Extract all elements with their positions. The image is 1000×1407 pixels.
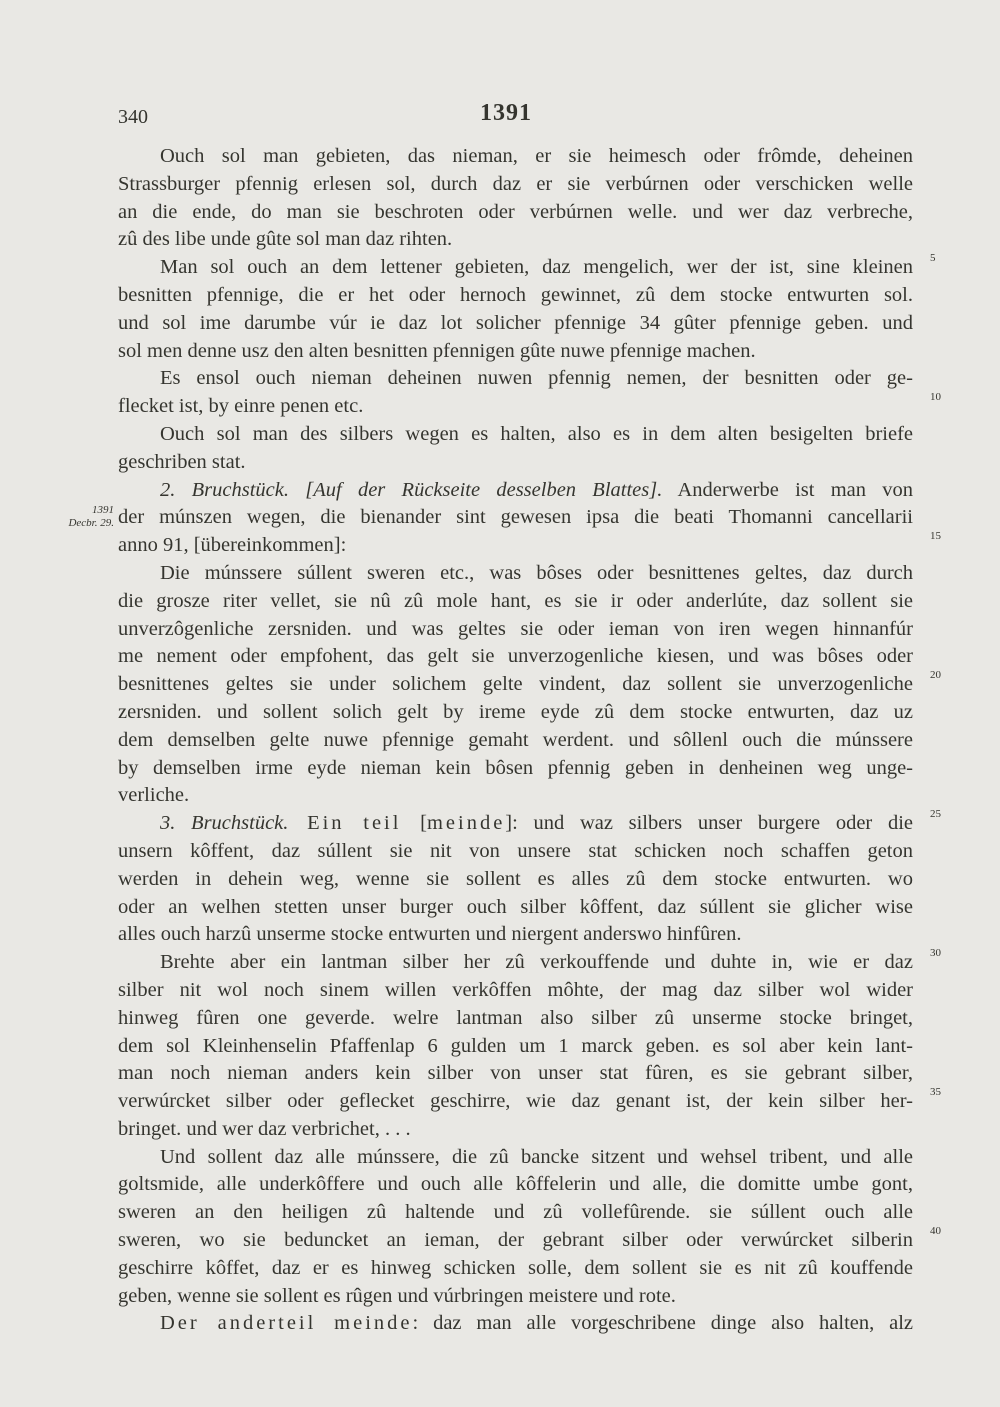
text-line [118,1144,913,1172]
text-line [118,226,913,254]
line-text: man noch nieman anders kein silber von unser stat fûren, es sie gebrant silber, [118,1062,913,1085]
italic-run: 3. Bruchstück. [160,812,289,835]
text-run: [ [420,812,427,835]
text-line [118,977,913,1005]
margin-note-date: Decbr. 29. [68,517,114,529]
line-text: me nement oder empfohent, das gelt sie unverzogenliche kiesen, und was bôses oder [118,645,913,668]
text-line [118,421,913,449]
line-text: silber nit wol noch sinem willen verkôffen môhte, der mag daz silber wol wider [118,978,913,1001]
line-text: by demselben irme eyde nieman kein bôsen pfennig geben in denheinen weg unge- [118,756,913,779]
text-line [118,1255,913,1283]
line-text: dem demselben gelte nuwe pfennige gemaht werdent. und sôllenl ouch die múnssere [118,728,913,751]
line-text: bringet. und wer daz verbrichet, . . . [118,1117,411,1140]
line-text: werden in dehein weg, wenne sie sollent es alles zû dem stocke entwurten. wo [118,867,913,890]
running-head-year: 1391 [480,100,532,126]
line-number: 15 [930,530,941,543]
line-text: Es ensol ouch nieman deheinen nuwen pfennig nemen, der besnitten oder ge- [160,367,913,390]
line-text: Brehte aber ein lantman silber her zû verkouffende und duhte in, wie er daz [160,951,913,974]
margin-note-year: 1391 [92,504,114,516]
line-text: alles ouch harzû unserme stocke entwurten und niergent anderswo hinfûren. [118,923,742,946]
text-line [118,1310,913,1338]
margin-date-note [48,504,114,530]
text-line [118,921,913,949]
text-line [118,588,913,616]
text-run: ]: und waz silbers unser burgere oder die [505,812,913,835]
spaced-run: Der anderteil meinde [160,1312,413,1335]
line-number: 10 [930,391,941,404]
text-line [118,338,913,366]
line-text: sweren an den heiligen zû haltende und zû vollefûrende. sie súllent ouch alle [118,1201,913,1224]
line-text: unverzôgenliche zersniden. und was geltes sie oder ieman von iren wegen hinnanfúr [118,617,913,640]
line-text: Und sollent daz alle múnssere, die zû bancke sitzent und wehsel tribent, und alle [160,1145,913,1168]
line-text: sol men denne usz den alten besnitten pfennigen gûte nuwe pfennige machen. [118,339,756,362]
text-line [118,391,941,421]
text-line [118,1033,913,1061]
line-text: Ouch sol man gebieten, das nieman, er sie heimesch oder frômde, deheinen [160,145,913,167]
line-text: unsern kôffent, daz súllent sie nit von unsere stat schicken noch schaffen geton [118,839,913,862]
line-text: besnitten pfennige, die er het oder hernoch gewinnet, zû dem stocke entwurten sol. [118,283,913,306]
text-line [118,530,941,560]
italic-run: 2. Bruchstück. [Auf der Rückseite desselben Blattes]. [160,478,663,501]
page-header [118,100,938,130]
line-text: anno 91, [übereinkommen]: [118,534,347,557]
text-line [118,282,913,310]
text-line [118,252,936,282]
line-text: die grosze riter vellet, sie nû zû mole hant, es sie ir oder anderlúte, daz sollent sie [118,589,913,612]
text-line [118,866,913,894]
text-line [118,1086,941,1116]
line-text: Die múnssere súllent sweren etc., was bôses oder besnittenes geltes, daz durch [160,561,913,584]
text-line [118,643,913,671]
line-text: goltsmide, alle underkôffere und ouch alle kôffelerin und alle, die domitte umbe gont, [118,1173,913,1196]
text-line [118,477,913,505]
text-run: Anderwerbe ist man von [662,478,914,501]
text-line [118,449,913,477]
text-line [118,1225,941,1255]
line-text: Man sol ouch an dem lettener gebieten, daz mengelich, wer der ist, sine kleinen [160,256,913,279]
line-number: 20 [930,669,941,682]
line-text: an die ende, do man sie beschroten oder verbúrnen welle. und wer daz verbreche, [118,200,913,223]
text-line [118,1005,913,1033]
line-text: Strassburger pfennig erlesen sol, durch daz er sie verbúrnen oder verschicken welle [118,172,913,195]
line-text: der múnszen wegen, die bienander sint gewesen ipsa die beati Thomanni cancellarii [118,506,913,529]
body-text [118,143,941,1338]
line-text: geben, wenne sie sollent es rûgen und vúrbringen meistere und rote. [118,1284,676,1307]
line-number: 30 [930,947,941,960]
text-line [118,782,913,810]
line-text: dem sol Kleinhenselin Pfaffenlap 6 gulden um 1 marck geben. es sol aber kein lant- [118,1034,913,1057]
text-line [118,1116,913,1144]
line-text: verwúrcket silber oder geflecket geschirre, wie daz genant ist, der kein silber her- [118,1090,913,1113]
text-line [118,143,913,171]
line-text: oder an welhen stetten unser burger ouch silber kôffent, daz súllent sie glicher wise [118,895,913,918]
text-line [118,1283,913,1311]
text-line [118,755,913,783]
text-line [118,616,913,644]
text-line [118,894,913,922]
line-text: hinweg fûren one geverde. welre lantman also silber zû unserme stocke bringet, [118,1006,913,1029]
line-number: 5 [930,252,936,265]
text-line [118,310,913,338]
text-line [118,560,913,588]
line-number: 25 [930,808,941,821]
text-line [118,699,913,727]
text-line [118,365,913,393]
page-number: 340 [118,106,148,128]
line-text: zû des libe unde gûte sol man daz rihten. [118,228,453,251]
line-text: besnittenes geltes sie under solichem gelte vindent, daz sollent sie unverzogenliche [118,673,913,696]
line-number: 35 [930,1086,941,1099]
text-line [118,838,913,866]
text-line [118,947,941,977]
spaced-run: Ein teil [288,812,421,835]
text-line [118,1199,913,1227]
text-line [118,1171,913,1199]
line-text: Ouch sol man des silbers wegen es halten, also es in dem alten besigelten briefe [160,422,913,445]
text-line [118,199,913,227]
text-line [118,808,941,838]
text-line [118,727,913,755]
line-text: und sol ime darumbe vúr ie daz lot solicher pfennige 34 gûter pfennige geben. und [118,311,913,334]
text-line [118,171,913,199]
line-number: 40 [930,1225,941,1238]
text-run: : daz man alle vorgeschribene dinge also halten, alz [412,1312,913,1335]
text-line [118,669,941,699]
text-line [118,504,913,532]
line-text: geschirre kôffet, daz er es hinweg schicken solle, dem sollent sie es nit zû kouffende [118,1256,913,1279]
text-line [118,1060,913,1088]
line-text: verliche. [118,784,190,807]
spaced-run: meinde [426,812,506,835]
line-text: sweren, wo sie beduncket an ieman, der gebrant silber oder verwúrcket silberin [118,1229,913,1252]
line-text: zersniden. und sollent solich gelt by ireme eyde zû dem stocke entwurten, daz uz [118,700,913,723]
line-text: flecket ist, by einre penen etc. [118,395,364,418]
line-text: geschriben stat. [118,450,246,473]
